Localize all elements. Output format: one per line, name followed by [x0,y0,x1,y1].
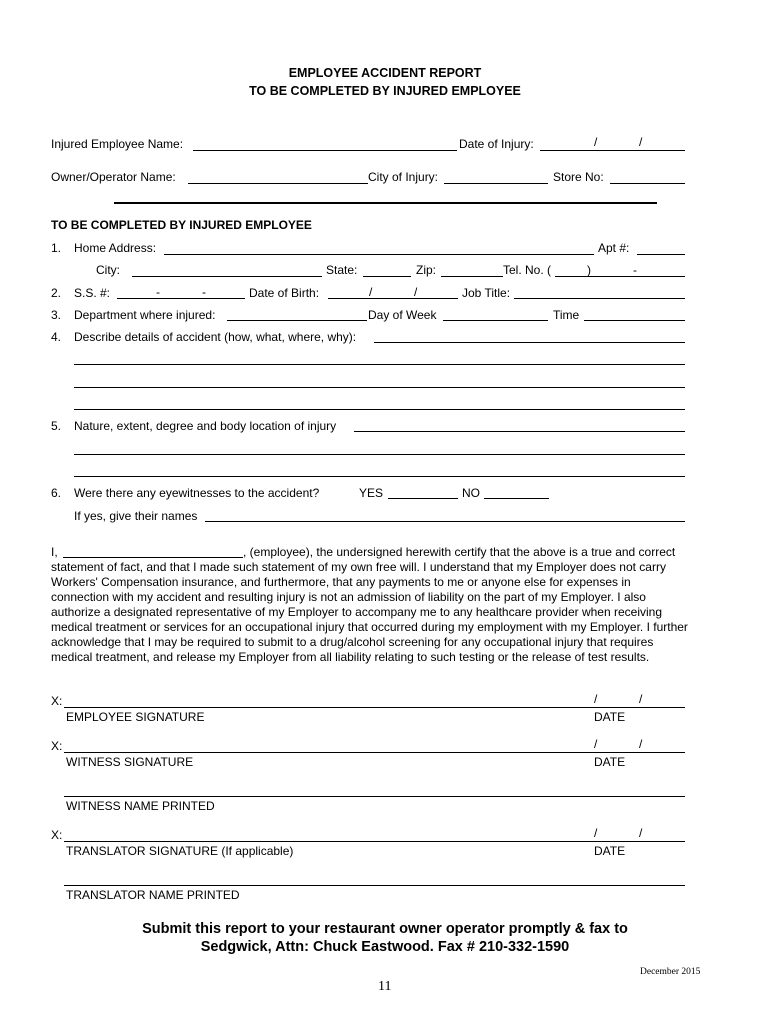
nature-field[interactable] [354,431,685,432]
tel-label: Tel. No. ( [503,263,552,277]
q1-number: 1. [51,241,62,255]
cert-i-prefix: I, [51,545,58,559]
date-slash: / [594,737,598,751]
time-label: Time [553,308,580,322]
revision-date: December 2015 [640,967,701,977]
describe-field[interactable] [374,342,685,343]
describe-line[interactable] [74,364,685,365]
q5-number: 5. [51,419,62,433]
apt-label: Apt #: [598,241,630,255]
yes-field[interactable] [388,498,458,499]
sig-x-label: X: [51,739,63,753]
date-slash: / [594,135,598,149]
date-slash: / [639,692,643,706]
certification-text: statement of fact, and that I made such statement of my own free will. I understand that my Employer does not carry Workers' Compensation insurance, and furthermore, that any payments to me or anyone else for expenses in connection with my accident and resulting injury is not an admission of liability on the part of my Employer. I also authorize a designated representative of my Employer to accompany me to any healthcare provider when receiving medical treatment or services for an occupational injury that occurred during my employment with my Employer. I further acknowledge that I may be required to submit to a drug/alcohol screening for any occupational injury that requires medical treatment, and release my Employer from all liability relating to such testing or the release of test results. [51,560,688,664]
form-subtitle: TO BE COMPLETED BY INJURED EMPLOYEE [249,84,521,98]
job-title-field[interactable] [514,298,685,299]
day-of-week-label: Day of Week [368,308,437,322]
department-label: Department where injured: [74,308,216,322]
eyewitness-names-field[interactable] [205,521,685,522]
witness-name-printed-line[interactable] [64,796,685,797]
ss-dash: - [156,285,160,299]
day-of-week-field[interactable] [443,320,548,321]
dob-label: Date of Birth: [249,286,320,300]
date-of-injury-label: Date of Injury: [459,137,534,151]
yes-label: YES [359,486,384,500]
date-slash: / [594,692,598,706]
home-address-label: Home Address: [74,241,157,255]
nature-line[interactable] [74,476,685,477]
employee-signature-label: EMPLOYEE SIGNATURE [66,710,205,724]
witness-name-printed-label: WITNESS NAME PRINTED [66,799,215,813]
date-slash: / [594,826,598,840]
job-title-label: Job Title: [462,286,511,300]
q4-number: 4. [51,330,62,344]
city-field[interactable] [132,276,322,277]
eyewitnesses-label: Were there any eyewitnesses to the accident? [74,486,320,500]
if-yes-label: If yes, give their names [74,509,198,523]
date-slash: / [639,826,643,840]
section-divider [114,202,657,204]
ss-label: S.S. #: [74,286,111,300]
owner-operator-name-label: Owner/Operator Name: [51,170,176,184]
injured-employee-name-field[interactable] [193,150,457,151]
no-field[interactable] [484,498,549,499]
store-no-label: Store No: [553,170,604,184]
department-field[interactable] [227,320,367,321]
ss-dash: - [202,285,206,299]
date-label: DATE [594,710,626,724]
cert-text-line1: , (employee), the undersigned herewith certify that the above is a true and correct [243,545,676,559]
no-label: NO [462,486,480,500]
q2-number: 2. [51,286,62,300]
describe-line[interactable] [74,409,685,410]
store-no-field[interactable] [610,183,685,184]
date-label: DATE [594,755,626,769]
tel-dash: - [633,263,637,277]
describe-line[interactable] [74,387,685,388]
sig-x-label: X: [51,694,63,708]
submit-instructions-line1: Submit this report to your restaurant owner operator promptly & fax to [142,921,628,937]
translator-signature-label: TRANSLATOR SIGNATURE (If applicable) [66,844,294,858]
tel-paren: ) [587,263,591,277]
translator-name-printed-label: TRANSLATOR NAME PRINTED [66,888,240,902]
city-of-injury-field[interactable] [444,183,548,184]
form-title: EMPLOYEE ACCIDENT REPORT [288,66,482,80]
date-slash: / [639,135,643,149]
state-field[interactable] [363,276,411,277]
page-number: 11 [378,979,392,994]
home-address-field[interactable] [164,254,594,255]
nature-line[interactable] [74,454,685,455]
time-field[interactable] [584,320,685,321]
witness-signature-line[interactable] [64,752,685,753]
translator-name-printed-line[interactable] [64,885,685,886]
dob-slash: / [414,285,418,299]
describe-label: Describe details of accident (how, what, where, why): [74,330,357,344]
zip-label: Zip: [416,263,437,277]
ss-field[interactable] [117,298,245,299]
tel-field[interactable] [555,276,685,277]
employee-signature-line[interactable] [64,707,685,708]
date-slash: / [639,737,643,751]
state-label: State: [326,263,358,277]
witness-signature-label: WITNESS SIGNATURE [66,755,194,769]
date-of-injury-field[interactable] [540,150,685,151]
translator-signature-line[interactable] [64,841,685,842]
city-label: City: [96,263,120,277]
apt-field[interactable] [637,254,685,255]
submit-instructions-line2: Sedgwick, Attn: Chuck Eastwood. Fax # 210-332-1590 [200,939,570,955]
injured-employee-name-label: Injured Employee Name: [51,137,184,151]
nature-label: Nature, extent, degree and body location of injury [74,419,337,433]
q6-number: 6. [51,486,62,500]
date-label: DATE [594,844,626,858]
dob-slash: / [369,285,373,299]
dob-field[interactable] [328,298,458,299]
section-heading: TO BE COMPLETED BY INJURED EMPLOYEE [51,218,312,232]
cert-employee-name-field[interactable] [63,557,243,558]
owner-operator-name-field[interactable] [188,183,368,184]
q3-number: 3. [51,308,62,322]
city-of-injury-label: City of Injury: [368,170,439,184]
zip-field[interactable] [441,276,503,277]
sig-x-label: X: [51,828,63,842]
